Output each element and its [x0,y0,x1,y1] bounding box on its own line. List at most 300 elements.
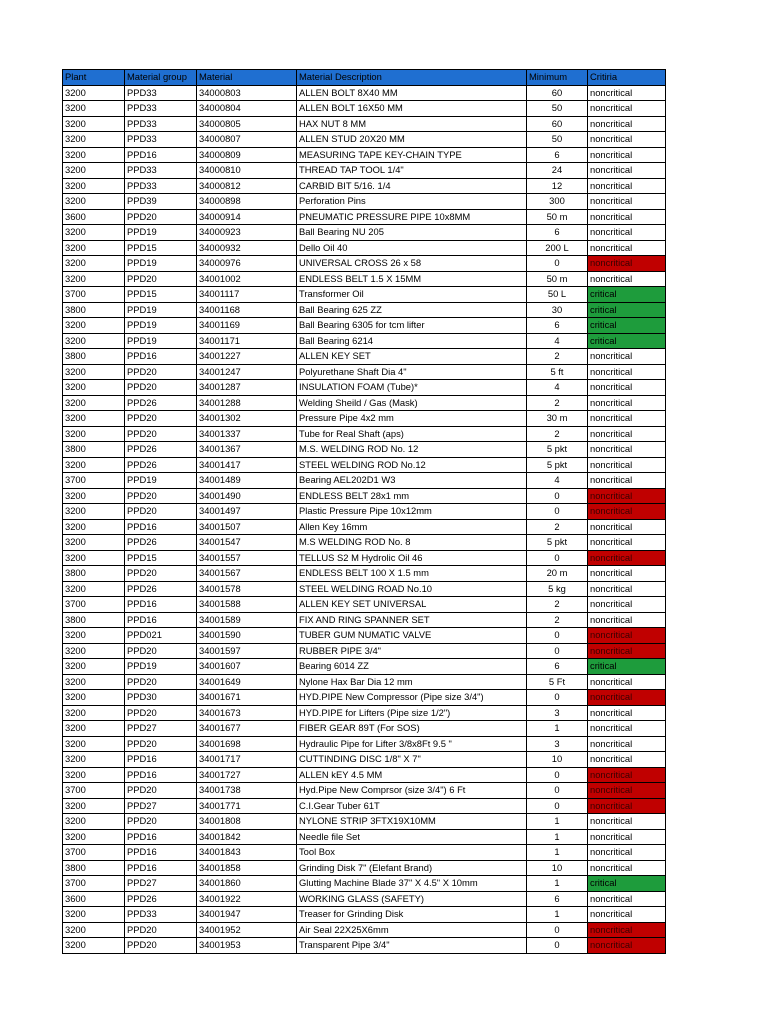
cell-criteria[interactable]: noncritical [588,922,666,938]
cell-minimum[interactable]: 0 [527,628,588,644]
cell-criteria[interactable]: noncritical [588,860,666,876]
cell-criteria[interactable]: noncritical [588,690,666,706]
cell-criteria[interactable]: critical [588,333,666,349]
cell-material[interactable]: 34001302 [197,411,297,427]
cell-plant[interactable]: 3800 [63,349,125,365]
cell-criteria[interactable]: noncritical [588,845,666,861]
cell-material-group[interactable]: PPD20 [125,364,197,380]
cell-minimum[interactable]: 2 [527,395,588,411]
cell-material-group[interactable]: PPD16 [125,147,197,163]
cell-material-group[interactable]: PPD26 [125,457,197,473]
cell-minimum[interactable]: 5 Ft [527,674,588,690]
cell-material-group[interactable]: PPD26 [125,891,197,907]
cell-criteria[interactable]: noncritical [588,597,666,613]
cell-material-description[interactable]: STEEL WELDING ROAD No.10 [297,581,527,597]
cell-plant[interactable]: 3700 [63,287,125,303]
cell-material-group[interactable]: PPD20 [125,426,197,442]
cell-plant[interactable]: 3200 [63,690,125,706]
cell-material-group[interactable]: PPD26 [125,395,197,411]
cell-minimum[interactable]: 200 L [527,240,588,256]
cell-material[interactable]: 34001557 [197,550,297,566]
cell-plant[interactable]: 3200 [63,271,125,287]
cell-plant[interactable]: 3200 [63,116,125,132]
cell-minimum[interactable]: 2 [527,597,588,613]
cell-material-description[interactable]: ENDLESS BELT 100 X 1.5 mm [297,566,527,582]
cell-criteria[interactable]: noncritical [588,705,666,721]
cell-criteria[interactable]: noncritical [588,891,666,907]
cell-minimum[interactable]: 6 [527,225,588,241]
cell-criteria[interactable]: noncritical [588,473,666,489]
cell-material-description[interactable]: Needle file Set [297,829,527,845]
cell-material-description[interactable]: WORKING GLASS (SAFETY) [297,891,527,907]
cell-material-description[interactable]: CUTTINDING DISC 1/8" X 7" [297,752,527,768]
cell-plant[interactable]: 3200 [63,643,125,659]
cell-material-description[interactable]: Hyd.Pipe New Comprsor (size 3/4") 6 Ft [297,783,527,799]
cell-criteria[interactable]: noncritical [588,116,666,132]
cell-material[interactable]: 34001649 [197,674,297,690]
cell-minimum[interactable]: 6 [527,891,588,907]
cell-plant[interactable]: 3200 [63,535,125,551]
cell-criteria[interactable]: noncritical [588,535,666,551]
cell-material-description[interactable]: TELLUS S2 M Hydrolic Oil 46 [297,550,527,566]
cell-material-group[interactable]: PPD33 [125,116,197,132]
cell-minimum[interactable]: 0 [527,550,588,566]
cell-criteria[interactable]: noncritical [588,194,666,210]
cell-material-group[interactable]: PPD33 [125,132,197,148]
cell-material-description[interactable]: HAX NUT 8 MM [297,116,527,132]
cell-material[interactable]: 34001671 [197,690,297,706]
cell-material-description[interactable]: ALLEN KEY SET UNIVERSAL [297,597,527,613]
cell-material[interactable]: 34000898 [197,194,297,210]
cell-material[interactable]: 34001547 [197,535,297,551]
cell-criteria[interactable]: noncritical [588,442,666,458]
cell-minimum[interactable]: 0 [527,256,588,272]
cell-criteria[interactable]: noncritical [588,380,666,396]
cell-material-description[interactable]: Dello Oil 40 [297,240,527,256]
cell-material-description[interactable]: C.I.Gear Tuber 61T [297,798,527,814]
cell-plant[interactable]: 3200 [63,705,125,721]
cell-plant[interactable]: 3200 [63,550,125,566]
cell-material-description[interactable]: TUBER GUM NUMATIC VALVE [297,628,527,644]
column-header-material-description[interactable]: Material Description [297,70,527,86]
cell-minimum[interactable]: 5 ft [527,364,588,380]
cell-minimum[interactable]: 2 [527,612,588,628]
cell-plant[interactable]: 3800 [63,860,125,876]
cell-plant[interactable]: 3200 [63,163,125,179]
cell-material[interactable]: 34001168 [197,302,297,318]
cell-criteria[interactable]: noncritical [588,85,666,101]
cell-minimum[interactable]: 20 m [527,566,588,582]
cell-material[interactable]: 34001717 [197,752,297,768]
cell-minimum[interactable]: 50 m [527,209,588,225]
cell-material-group[interactable]: PPD19 [125,333,197,349]
cell-criteria[interactable]: noncritical [588,349,666,365]
cell-material-group[interactable]: PPD16 [125,349,197,365]
cell-material-group[interactable]: PPD19 [125,225,197,241]
cell-material-description[interactable]: M.S WELDING ROD No. 8 [297,535,527,551]
cell-criteria[interactable]: noncritical [588,240,666,256]
cell-material-description[interactable]: UNIVERSAL CROSS 26 x 58 [297,256,527,272]
cell-material-description[interactable]: MEASURING TAPE KEY-CHAIN TYPE [297,147,527,163]
cell-material-group[interactable]: PPD20 [125,705,197,721]
cell-criteria[interactable]: noncritical [588,256,666,272]
cell-plant[interactable]: 3200 [63,225,125,241]
cell-material[interactable]: 34000914 [197,209,297,225]
cell-material-description[interactable]: CARBID BIT 5/16. 1/4 [297,178,527,194]
cell-minimum[interactable]: 0 [527,504,588,520]
cell-criteria[interactable]: noncritical [588,147,666,163]
cell-material-description[interactable]: Perforation Pins [297,194,527,210]
cell-criteria[interactable]: noncritical [588,783,666,799]
cell-material[interactable]: 34001843 [197,845,297,861]
cell-material-group[interactable]: PPD20 [125,643,197,659]
cell-criteria[interactable]: noncritical [588,364,666,380]
cell-material[interactable]: 34001922 [197,891,297,907]
cell-minimum[interactable]: 4 [527,333,588,349]
cell-material-description[interactable]: Ball Bearing 6214 [297,333,527,349]
cell-criteria[interactable]: critical [588,659,666,675]
cell-material-group[interactable]: PPD16 [125,519,197,535]
cell-criteria[interactable]: noncritical [588,457,666,473]
cell-material-description[interactable]: Hydraulic Pipe for Lifter 3/8x8Ft 9.5 " [297,736,527,752]
cell-material[interactable]: 34000812 [197,178,297,194]
column-header-material-group[interactable]: Material group [125,70,197,86]
cell-material[interactable]: 34000804 [197,101,297,117]
cell-minimum[interactable]: 60 [527,116,588,132]
cell-plant[interactable]: 3200 [63,721,125,737]
cell-material-group[interactable]: PPD20 [125,736,197,752]
cell-material-description[interactable]: Ball Bearing NU 205 [297,225,527,241]
cell-material-description[interactable]: RUBBER PIPE 3/4" [297,643,527,659]
cell-material-description[interactable]: Tool Box [297,845,527,861]
cell-plant[interactable]: 3200 [63,318,125,334]
cell-material[interactable]: 34001771 [197,798,297,814]
cell-criteria[interactable]: noncritical [588,581,666,597]
cell-plant[interactable]: 3200 [63,767,125,783]
cell-criteria[interactable]: noncritical [588,101,666,117]
cell-plant[interactable]: 3200 [63,519,125,535]
cell-material-group[interactable]: PPD16 [125,612,197,628]
cell-material-description[interactable]: Ball Bearing 625 ZZ [297,302,527,318]
cell-plant[interactable]: 3200 [63,132,125,148]
cell-plant[interactable]: 3800 [63,612,125,628]
cell-plant[interactable]: 3200 [63,659,125,675]
cell-criteria[interactable]: critical [588,287,666,303]
cell-criteria[interactable]: noncritical [588,829,666,845]
cell-plant[interactable]: 3200 [63,798,125,814]
cell-material[interactable]: 34000807 [197,132,297,148]
cell-minimum[interactable]: 10 [527,752,588,768]
cell-minimum[interactable]: 5 pkt [527,442,588,458]
cell-material-description[interactable]: ALLEN BOLT 8X40 MM [297,85,527,101]
cell-plant[interactable]: 3600 [63,209,125,225]
cell-plant[interactable]: 3200 [63,240,125,256]
cell-criteria[interactable]: noncritical [588,767,666,783]
cell-plant[interactable]: 3200 [63,147,125,163]
cell-minimum[interactable]: 0 [527,690,588,706]
cell-minimum[interactable]: 1 [527,721,588,737]
cell-plant[interactable]: 3200 [63,752,125,768]
cell-criteria[interactable]: noncritical [588,163,666,179]
cell-material-group[interactable]: PPD33 [125,163,197,179]
cell-minimum[interactable]: 50 L [527,287,588,303]
cell-criteria[interactable]: noncritical [588,674,666,690]
cell-material-description[interactable]: ALLEN kEY 4.5 MM [297,767,527,783]
cell-criteria[interactable]: noncritical [588,504,666,520]
cell-material-group[interactable]: PPD33 [125,178,197,194]
cell-material[interactable]: 34001171 [197,333,297,349]
cell-material-description[interactable]: Transparent Pipe 3/4" [297,938,527,954]
cell-minimum[interactable]: 50 [527,132,588,148]
cell-minimum[interactable]: 300 [527,194,588,210]
cell-criteria[interactable]: noncritical [588,612,666,628]
cell-plant[interactable]: 3200 [63,426,125,442]
cell-material-group[interactable]: PPD20 [125,209,197,225]
cell-material-group[interactable]: PPD19 [125,659,197,675]
cell-material-description[interactable]: FIBER GEAR 89T (For SOS) [297,721,527,737]
cell-criteria[interactable]: noncritical [588,907,666,923]
cell-criteria[interactable]: noncritical [588,938,666,954]
column-header-plant[interactable]: Plant [63,70,125,86]
cell-material-group[interactable]: PPD39 [125,194,197,210]
cell-plant[interactable]: 3200 [63,907,125,923]
cell-minimum[interactable]: 50 [527,101,588,117]
cell-material[interactable]: 34001589 [197,612,297,628]
cell-material[interactable]: 34001489 [197,473,297,489]
column-header-criteria[interactable]: Critiria [588,70,666,86]
cell-plant[interactable]: 3800 [63,302,125,318]
cell-material-description[interactable]: INSULATION FOAM (Tube)* [297,380,527,396]
cell-criteria[interactable]: critical [588,876,666,892]
cell-material[interactable]: 34001002 [197,271,297,287]
cell-minimum[interactable]: 6 [527,659,588,675]
cell-plant[interactable]: 3600 [63,891,125,907]
cell-plant[interactable]: 3200 [63,256,125,272]
cell-criteria[interactable]: noncritical [588,209,666,225]
cell-criteria[interactable]: noncritical [588,132,666,148]
cell-material[interactable]: 34001858 [197,860,297,876]
cell-plant[interactable]: 3200 [63,364,125,380]
cell-material[interactable]: 34001227 [197,349,297,365]
cell-criteria[interactable]: noncritical [588,411,666,427]
cell-material-group[interactable]: PPD16 [125,860,197,876]
cell-material[interactable]: 34001497 [197,504,297,520]
cell-material-group[interactable]: PPD15 [125,550,197,566]
cell-material-description[interactable]: Ball Bearing 6305 for tcm lifter [297,318,527,334]
cell-material-description[interactable]: Tube for Real Shaft (aps) [297,426,527,442]
cell-material[interactable]: 34001842 [197,829,297,845]
cell-minimum[interactable]: 5 kg [527,581,588,597]
cell-criteria[interactable]: noncritical [588,721,666,737]
cell-material-group[interactable]: PPD20 [125,411,197,427]
cell-material[interactable]: 34000976 [197,256,297,272]
cell-material-group[interactable]: PPD16 [125,829,197,845]
cell-material-group[interactable]: PPD20 [125,814,197,830]
cell-criteria[interactable]: noncritical [588,628,666,644]
cell-plant[interactable]: 3200 [63,85,125,101]
cell-material[interactable]: 34001860 [197,876,297,892]
cell-material[interactable]: 34001288 [197,395,297,411]
cell-material[interactable]: 34000803 [197,85,297,101]
column-header-minimum[interactable]: Minimum [527,70,588,86]
cell-material-group[interactable]: PPD16 [125,767,197,783]
cell-minimum[interactable]: 6 [527,318,588,334]
column-header-material[interactable]: Material [197,70,297,86]
cell-material-group[interactable]: PPD30 [125,690,197,706]
cell-material-description[interactable]: Pressure Pipe 4x2 mm [297,411,527,427]
cell-material[interactable]: 34001677 [197,721,297,737]
cell-plant[interactable]: 3200 [63,457,125,473]
cell-material[interactable]: 34001953 [197,938,297,954]
cell-material-description[interactable]: Bearing AEL202D1 W3 [297,473,527,489]
cell-material-group[interactable]: PPD19 [125,473,197,489]
cell-material[interactable]: 34000809 [197,147,297,163]
cell-minimum[interactable]: 0 [527,643,588,659]
cell-criteria[interactable]: noncritical [588,736,666,752]
cell-material-group[interactable]: PPD26 [125,442,197,458]
cell-plant[interactable]: 3700 [63,876,125,892]
cell-material-description[interactable]: Bearing 6014 ZZ [297,659,527,675]
cell-minimum[interactable]: 5 pkt [527,457,588,473]
cell-minimum[interactable]: 2 [527,519,588,535]
cell-plant[interactable]: 3200 [63,101,125,117]
cell-material[interactable]: 34001507 [197,519,297,535]
cell-material-description[interactable]: Grinding Disk 7" (Elefant Brand) [297,860,527,876]
cell-minimum[interactable]: 4 [527,380,588,396]
cell-material-group[interactable]: PPD26 [125,581,197,597]
cell-criteria[interactable]: noncritical [588,426,666,442]
cell-plant[interactable]: 3200 [63,380,125,396]
cell-material-group[interactable]: PPD16 [125,752,197,768]
cell-material-description[interactable]: ALLEN KEY SET [297,349,527,365]
cell-minimum[interactable]: 3 [527,736,588,752]
cell-material[interactable]: 34001738 [197,783,297,799]
cell-minimum[interactable]: 2 [527,426,588,442]
cell-plant[interactable]: 3800 [63,442,125,458]
cell-material-group[interactable]: PPD16 [125,597,197,613]
cell-material-description[interactable]: ENDLESS BELT 28x1 mm [297,488,527,504]
cell-criteria[interactable]: noncritical [588,225,666,241]
cell-plant[interactable]: 3200 [63,194,125,210]
cell-criteria[interactable]: critical [588,318,666,334]
cell-criteria[interactable]: noncritical [588,752,666,768]
cell-material-group[interactable]: PPD20 [125,488,197,504]
cell-material-group[interactable]: PPD19 [125,256,197,272]
cell-material[interactable]: 34001578 [197,581,297,597]
cell-material[interactable]: 34001698 [197,736,297,752]
cell-material[interactable]: 34000932 [197,240,297,256]
cell-material[interactable]: 34001337 [197,426,297,442]
cell-material[interactable]: 34001567 [197,566,297,582]
cell-material-description[interactable]: THREAD TAP TOOL 1/4" [297,163,527,179]
cell-plant[interactable]: 3700 [63,597,125,613]
cell-plant[interactable]: 3200 [63,938,125,954]
cell-material[interactable]: 34000805 [197,116,297,132]
cell-plant[interactable]: 3200 [63,736,125,752]
cell-material-description[interactable]: Air Seal 22X25X6mm [297,922,527,938]
cell-material-description[interactable]: Treaser for Grinding Disk [297,907,527,923]
cell-material-group[interactable]: PPD33 [125,101,197,117]
cell-material[interactable]: 34001947 [197,907,297,923]
cell-material-description[interactable]: Polyurethane Shaft Dia 4" [297,364,527,380]
cell-plant[interactable]: 3800 [63,566,125,582]
cell-criteria[interactable]: critical [588,302,666,318]
cell-material-group[interactable]: PPD20 [125,938,197,954]
cell-material-description[interactable]: Welding Sheild / Gas (Mask) [297,395,527,411]
cell-material-description[interactable]: Nylone Hax Bar Dia 12 mm [297,674,527,690]
cell-material[interactable]: 34001169 [197,318,297,334]
cell-material-description[interactable]: M.S. WELDING ROD No. 12 [297,442,527,458]
cell-material[interactable]: 34001287 [197,380,297,396]
cell-material-group[interactable]: PPD15 [125,287,197,303]
cell-plant[interactable]: 3200 [63,829,125,845]
cell-material-description[interactable]: HYD.PIPE for Lifters (Pipe size 1/2") [297,705,527,721]
cell-material-group[interactable]: PPD27 [125,721,197,737]
cell-material-group[interactable]: PPD15 [125,240,197,256]
cell-plant[interactable]: 3700 [63,473,125,489]
cell-material[interactable]: 34001727 [197,767,297,783]
cell-material-description[interactable]: FIX AND RING SPANNER SET [297,612,527,628]
cell-material-group[interactable]: PPD16 [125,845,197,861]
cell-plant[interactable]: 3200 [63,628,125,644]
cell-material[interactable]: 34001588 [197,597,297,613]
cell-plant[interactable]: 3200 [63,395,125,411]
cell-plant[interactable]: 3200 [63,504,125,520]
cell-minimum[interactable]: 4 [527,473,588,489]
cell-minimum[interactable]: 1 [527,814,588,830]
cell-minimum[interactable]: 12 [527,178,588,194]
cell-minimum[interactable]: 5 pkt [527,535,588,551]
cell-material-group[interactable]: PPD021 [125,628,197,644]
cell-plant[interactable]: 3200 [63,581,125,597]
cell-material[interactable]: 34000810 [197,163,297,179]
cell-material[interactable]: 34001952 [197,922,297,938]
cell-material-description[interactable]: Transformer Oil [297,287,527,303]
cell-material[interactable]: 34001808 [197,814,297,830]
cell-minimum[interactable]: 2 [527,349,588,365]
cell-minimum[interactable]: 50 m [527,271,588,287]
cell-material[interactable]: 34001673 [197,705,297,721]
cell-criteria[interactable]: noncritical [588,178,666,194]
cell-minimum[interactable]: 0 [527,938,588,954]
cell-minimum[interactable]: 0 [527,922,588,938]
cell-plant[interactable]: 3200 [63,814,125,830]
cell-material-group[interactable]: PPD19 [125,318,197,334]
cell-criteria[interactable]: noncritical [588,395,666,411]
cell-material-group[interactable]: PPD27 [125,876,197,892]
cell-criteria[interactable]: noncritical [588,550,666,566]
cell-material[interactable]: 34000923 [197,225,297,241]
cell-material-description[interactable]: NYLONE STRIP 3FTX19X10MM [297,814,527,830]
cell-plant[interactable]: 3200 [63,333,125,349]
cell-material[interactable]: 34001417 [197,457,297,473]
cell-material[interactable]: 34001367 [197,442,297,458]
cell-material-description[interactable]: HYD.PIPE New Compressor (Pipe size 3/4") [297,690,527,706]
cell-material[interactable]: 34001117 [197,287,297,303]
cell-criteria[interactable]: noncritical [588,519,666,535]
cell-plant[interactable]: 3700 [63,845,125,861]
cell-criteria[interactable]: noncritical [588,643,666,659]
cell-minimum[interactable]: 30 m [527,411,588,427]
cell-plant[interactable]: 3200 [63,178,125,194]
cell-material-group[interactable]: PPD20 [125,674,197,690]
cell-material-description[interactable]: ENDLESS BELT 1.5 X 15MM [297,271,527,287]
cell-plant[interactable]: 3200 [63,922,125,938]
cell-plant[interactable]: 3200 [63,674,125,690]
cell-plant[interactable]: 3200 [63,411,125,427]
cell-material-group[interactable]: PPD33 [125,85,197,101]
cell-material-group[interactable]: PPD27 [125,798,197,814]
